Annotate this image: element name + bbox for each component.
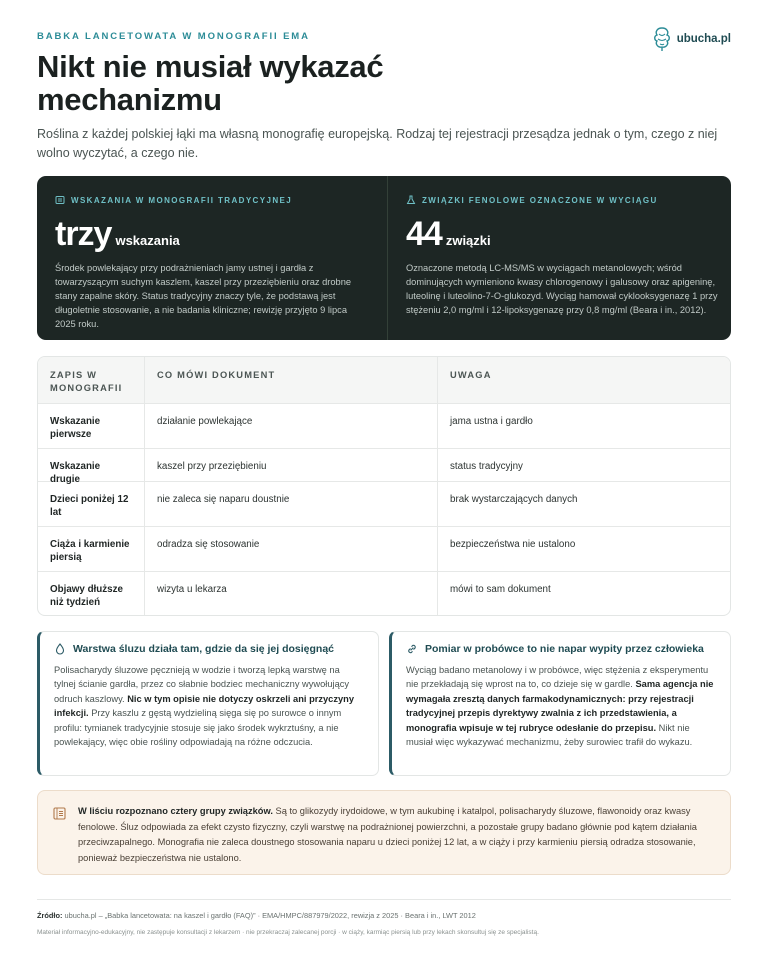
card-text: Przy kaszlu z gęstą wydzieliną sięga się po surowce o innym profilu: tymianek tradycyjnie stosuje się jako środek wykrztuśny, a nie powlekający, więc obie rośliny odpowiadają na różne odczucia. — [54, 708, 342, 748]
brand-name: ubucha.pl — [676, 33, 731, 45]
compound-note — [37, 790, 731, 875]
table-row — [38, 526, 730, 571]
card-title — [406, 643, 716, 655]
droplet-icon — [54, 643, 66, 655]
stat-label: ZWIĄZKI FENOLOWE OZNACZONE W WYCIĄGU — [422, 195, 658, 205]
footer-source — [37, 911, 476, 920]
table-cell: jama ustna i gardło — [450, 416, 533, 427]
stat-unit: związki — [445, 233, 491, 248]
card-text: Wyciąg badano metanolowy i w probówce, więc stężenia z eksperymentu nie przekładają się wprost na to, co dzieje się w gardle. — [406, 665, 709, 690]
table-row — [38, 403, 730, 448]
stat-label: WSKAZANIA W MONOGRAFII TRADYCYJNEJ — [71, 195, 293, 205]
source-text: ubucha.pl – „Babka lancetowata: na kaszel i gardło (FAQ)” · EMA/HMPC/887979/2022, rewizja z 2025 · Beara i in., LWT 2012 — [62, 911, 476, 920]
table-header-row — [38, 357, 730, 403]
card-title — [54, 643, 364, 655]
stat-number: trzy — [55, 215, 112, 253]
note-text — [78, 804, 716, 866]
stat-description: Środek powlekający przy podrażnieniach jamy ustnej i gardła z towarzyszącym suchym kaszlem, kaszel przy przeziębieniu oraz drobne stany zapalne skóry. Status tradycyjny znaczy tyle, że podstawą jest długoletnie stosowanie, a nie badania kliniczne; rewizję przyjęto 9 lipca 2025 roku. — [55, 263, 352, 329]
stats-panel — [37, 176, 731, 340]
card-title-text: Warstwa śluzu działa tam, gdzie da się jej dosięgnąć — [73, 643, 335, 655]
card-text: Nikt nie musiał więc wykazywać mechanizmu, żeby surowiec trafił do wykazu. — [406, 722, 693, 748]
footer-divider — [37, 899, 731, 900]
table-cell: kaszel przy przeziębieniu — [145, 449, 438, 481]
page — [37, 0, 731, 936]
stat-indications — [37, 176, 387, 340]
card-emphasis: Nic w tym opisie nie dotyczy oskrzeli ani przyczyny infekcji. — [54, 693, 355, 719]
ubucha-logo-icon — [651, 26, 673, 52]
column-header: CO MÓWI DOKUMENT — [145, 357, 438, 403]
card-emphasis: Sama agencja nie wymagała zresztą danych farmakodynamicznych: przy rejestracji tradycyjnej przepis dyrektywy zwalnia z ich przedstawienia, a monografia wpisuje w tej rubryce odesłanie do przepisu. — [406, 679, 714, 733]
lead-paragraph: Roślina z każdej polskiej łąki ma własną monografię europejską. Rodzaj tej rejestracji przesądza jednak o tym, czego z niej wolno wyczytać, a czego nie. — [37, 127, 718, 160]
info-card-mucus — [37, 631, 379, 776]
info-card-test-tube — [389, 631, 731, 776]
table-cell: Wskazanie pierwsze — [38, 404, 145, 448]
monograph-table — [37, 356, 731, 616]
table-row — [38, 571, 730, 615]
stat-value — [406, 217, 718, 251]
table-cell: wizyta u lekarza — [145, 572, 438, 615]
stat-compounds — [387, 176, 731, 340]
table-cell: status tradycyjny — [450, 461, 523, 472]
table-cell: odradza się stosowanie — [145, 527, 438, 571]
table-cell: nie zaleca się naparu doustnie — [145, 482, 438, 526]
card-title-text: Pomiar w probówce to nie napar wypity przez człowieka — [425, 643, 704, 655]
table-cell: Dzieci poniżej 12 lat — [38, 482, 145, 526]
document-icon — [55, 195, 65, 205]
table-row — [38, 481, 730, 526]
stat-value — [55, 217, 367, 251]
stat-header — [55, 194, 367, 206]
source-label: Źródło: — [37, 911, 63, 920]
stat-description: Oznaczone metodą LC-MS/MS w wyciągach metanolowych; wśród dominujących wymieniono kwasy chlorogenowy i galusowy oraz apigeninę, luteolinę i luteolino-7-O-glukozyd. Wyciąg hamował cyklooksygenazę 1 przy stężeniu 2,0 mg/ml i 12-lipoksygenazę przy 0,8 mg/ml (Beara i in., 2012). — [406, 263, 718, 315]
table-cell: brak wystarczających danych — [450, 494, 578, 505]
link-icon — [406, 643, 418, 655]
column-header: UWAGA — [450, 370, 492, 380]
notes-icon — [53, 807, 66, 820]
header — [37, 0, 731, 178]
footer-disclaimer: Materiał informacyjno-edukacyjny, nie zastępuje konsultacji z lekarzem · nie przekraczaj zalecanej porcji · w ciąży, karmiąc piersią lub przy lekach skonsultuj się ze specjalistą. — [37, 929, 539, 936]
table-cell: mówi to sam dokument — [450, 584, 551, 595]
stat-number: 44 — [406, 215, 442, 253]
table-cell: Ciąża i karmienie piersią — [38, 527, 145, 571]
info-cards — [37, 631, 731, 776]
note-emphasis: W liściu rozpoznano cztery grupy związków. — [78, 806, 273, 816]
eyebrow: BABKA LANCETOWATA W MONOGRAFII EMA — [37, 31, 310, 42]
brand[interactable] — [651, 26, 731, 52]
card-body — [406, 663, 716, 749]
card-text: Polisacharydy śluzowe pęcznieją w wodzie i tworzą lepką warstwę na tylnej ścianie gardła, przez co słabnie bodziec mechaniczny wywołujący odruch kaszlowy. — [54, 665, 350, 704]
table-row — [38, 448, 730, 485]
table-cell: bezpieczeństwa nie ustalono — [450, 539, 576, 550]
flask-icon — [406, 195, 416, 205]
table-cell: Wskazanie drugie — [38, 449, 145, 481]
column-header: ZAPIS W MONOGRAFII — [38, 357, 145, 403]
stat-header — [406, 194, 718, 206]
page-title: Nikt nie musiał wykazać mechanizmu — [37, 49, 384, 117]
table-cell: działanie powlekające — [145, 404, 438, 448]
table-cell: Objawy dłuższe niż tydzień — [38, 572, 145, 615]
card-body — [54, 663, 364, 749]
note-body: Są to glikozydy irydoidowe, w tym aukubinę i katalpol, polisacharydy śluzowe, flawonoidy oraz kwasy fenolowe. Śluz odpowiada za efekt czysto fizyczny, czyli warstwę na podrażnionej powierzchni, a pozostałe grupy badano głównie pod kątem działania przeciwzapalnego. Monografia nie zaleca doustnego stosowania naparu u dzieci poniżej 12 lat, a w ciąży i przy karmieniu piersią odradza stosowanie, ponieważ bezpieczeństwa nie ustalono. — [78, 806, 697, 863]
stat-unit: wskazania — [115, 233, 180, 248]
